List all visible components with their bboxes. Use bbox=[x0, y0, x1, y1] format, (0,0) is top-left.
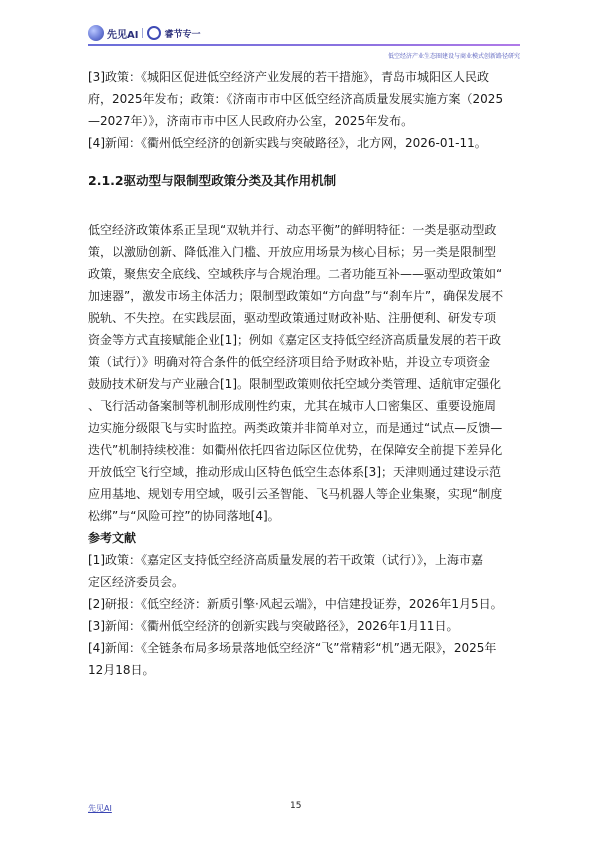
reference-line: [3]政策：《城阳区促进低空经济产业发展的若干措施》，青岛市城阳区人民政 bbox=[88, 70, 490, 84]
logo-divider bbox=[142, 28, 143, 38]
paragraph-line: 松绑”与“风险可控”的协同落地[4]。 bbox=[88, 509, 280, 523]
paragraph-line: 策，以激励创新、降低准入门槛、开放应用场景为核心目标；另一类是限制型 bbox=[88, 245, 497, 259]
paragraph-line: 鼓励技术研发与产业融合[1]。限制型政策则依托空域分类管理、适航审定强化 bbox=[88, 377, 502, 391]
reference-line: [3]新闻：《衢州低空经济的创新实践与突破路径》，2026年1月11日。 bbox=[88, 619, 459, 633]
page-header bbox=[0, 0, 595, 62]
brand-logo-icon bbox=[88, 25, 104, 41]
reference-line: 定区经济委员会。 bbox=[88, 575, 185, 589]
paragraph-line: 、飞行活动备案制等机制形成刚性约束，尤其在城市人口密集区、重要设施周 bbox=[88, 399, 497, 413]
footer-brand-link[interactable]: 先见AI bbox=[88, 804, 112, 813]
reference-line: [4]新闻：《全链条布局多场景落地低空经济“飞”常精彩“机”遇无限》，2025年 bbox=[88, 641, 497, 655]
paragraph-line: 迭代”机制持续校准：如衢州依托四省边际区位优势，在保障安全前提下差异化 bbox=[88, 443, 503, 457]
partner-logo-icon bbox=[147, 26, 161, 40]
reference-line: 府，2025年发布；政策：《济南市市中区低空经济高质量发展实施方案（2025 bbox=[88, 92, 504, 106]
reference-line: [2]研报：《低空经济：新质引擎·风起云端》，中信建投证券，2026年1月5日。 bbox=[88, 597, 503, 611]
paragraph-line: 加速器”，激发市场主体活力；限制型政策如“方向盘”与“刹车片”，确保发展不 bbox=[88, 289, 504, 303]
partner-logo-text: 睿节专一 bbox=[164, 29, 201, 40]
paragraph-line: 应用基地、规划专用空域，吸引云圣智能、飞马机器人等企业集聚，实现“制度 bbox=[88, 487, 503, 501]
paragraph-line: 边实施分级限飞与实时监控。两类政策并非简单对立，而是通过“试点—反馈— bbox=[88, 421, 503, 435]
reference-line: [4]新闻：《衢州低空经济的创新实践与突破路径》，北方网，2026-01-11。 bbox=[88, 136, 487, 150]
reference-line: [1]政策：《嘉定区支持低空经济高质量发展的若干政策（试行）》，上海市嘉 bbox=[88, 553, 484, 567]
paragraph-line: 脱轨、不失控。在实践层面，驱动型政策通过财政补贴、注册便利、研发专项 bbox=[88, 311, 497, 325]
continued-references bbox=[88, 66, 520, 154]
paragraph-line: 低空经济政策体系正呈现“双轨并行、动态平衡”的鲜明特征：一类是驱动型政 bbox=[88, 223, 497, 237]
references-title: 参考文献 bbox=[88, 531, 137, 545]
paragraph-line: 政策，聚焦安全底线、空域秩序与合规治理。二者功能互补——驱动型政策如“ bbox=[88, 267, 503, 281]
paragraph-line: 资金等方式直接赋能企业[1]；例如《嘉定区支持低空经济高质量发展的若干政 bbox=[88, 333, 502, 347]
page-content bbox=[88, 66, 520, 681]
body-paragraph bbox=[88, 219, 520, 527]
page-number: 15 bbox=[290, 801, 302, 811]
header-logo bbox=[88, 25, 200, 41]
paragraph-line: 开放低空飞行空域，推动形成山区特色低空生态体系[3]；天津则通过建设示范 bbox=[88, 465, 502, 479]
header-report-title: 低空经济产业生态圈建设与商业模式创新路径研究 bbox=[387, 53, 520, 60]
section-heading: 2.1.2驱动型与限制型政策分类及其作用机制 bbox=[88, 173, 337, 188]
reference-line: —2027年）》，济南市市中区人民政府办公室，2025年发布。 bbox=[88, 114, 414, 128]
paragraph-line: 策（试行）》明确对符合条件的低空经济项目给予财政补贴，并设立专项资金 bbox=[88, 355, 491, 369]
references-list bbox=[88, 549, 520, 681]
brand-logo-text: 先见AI bbox=[107, 29, 139, 41]
reference-line: 12月18日。 bbox=[88, 663, 155, 677]
header-rule bbox=[88, 44, 520, 46]
